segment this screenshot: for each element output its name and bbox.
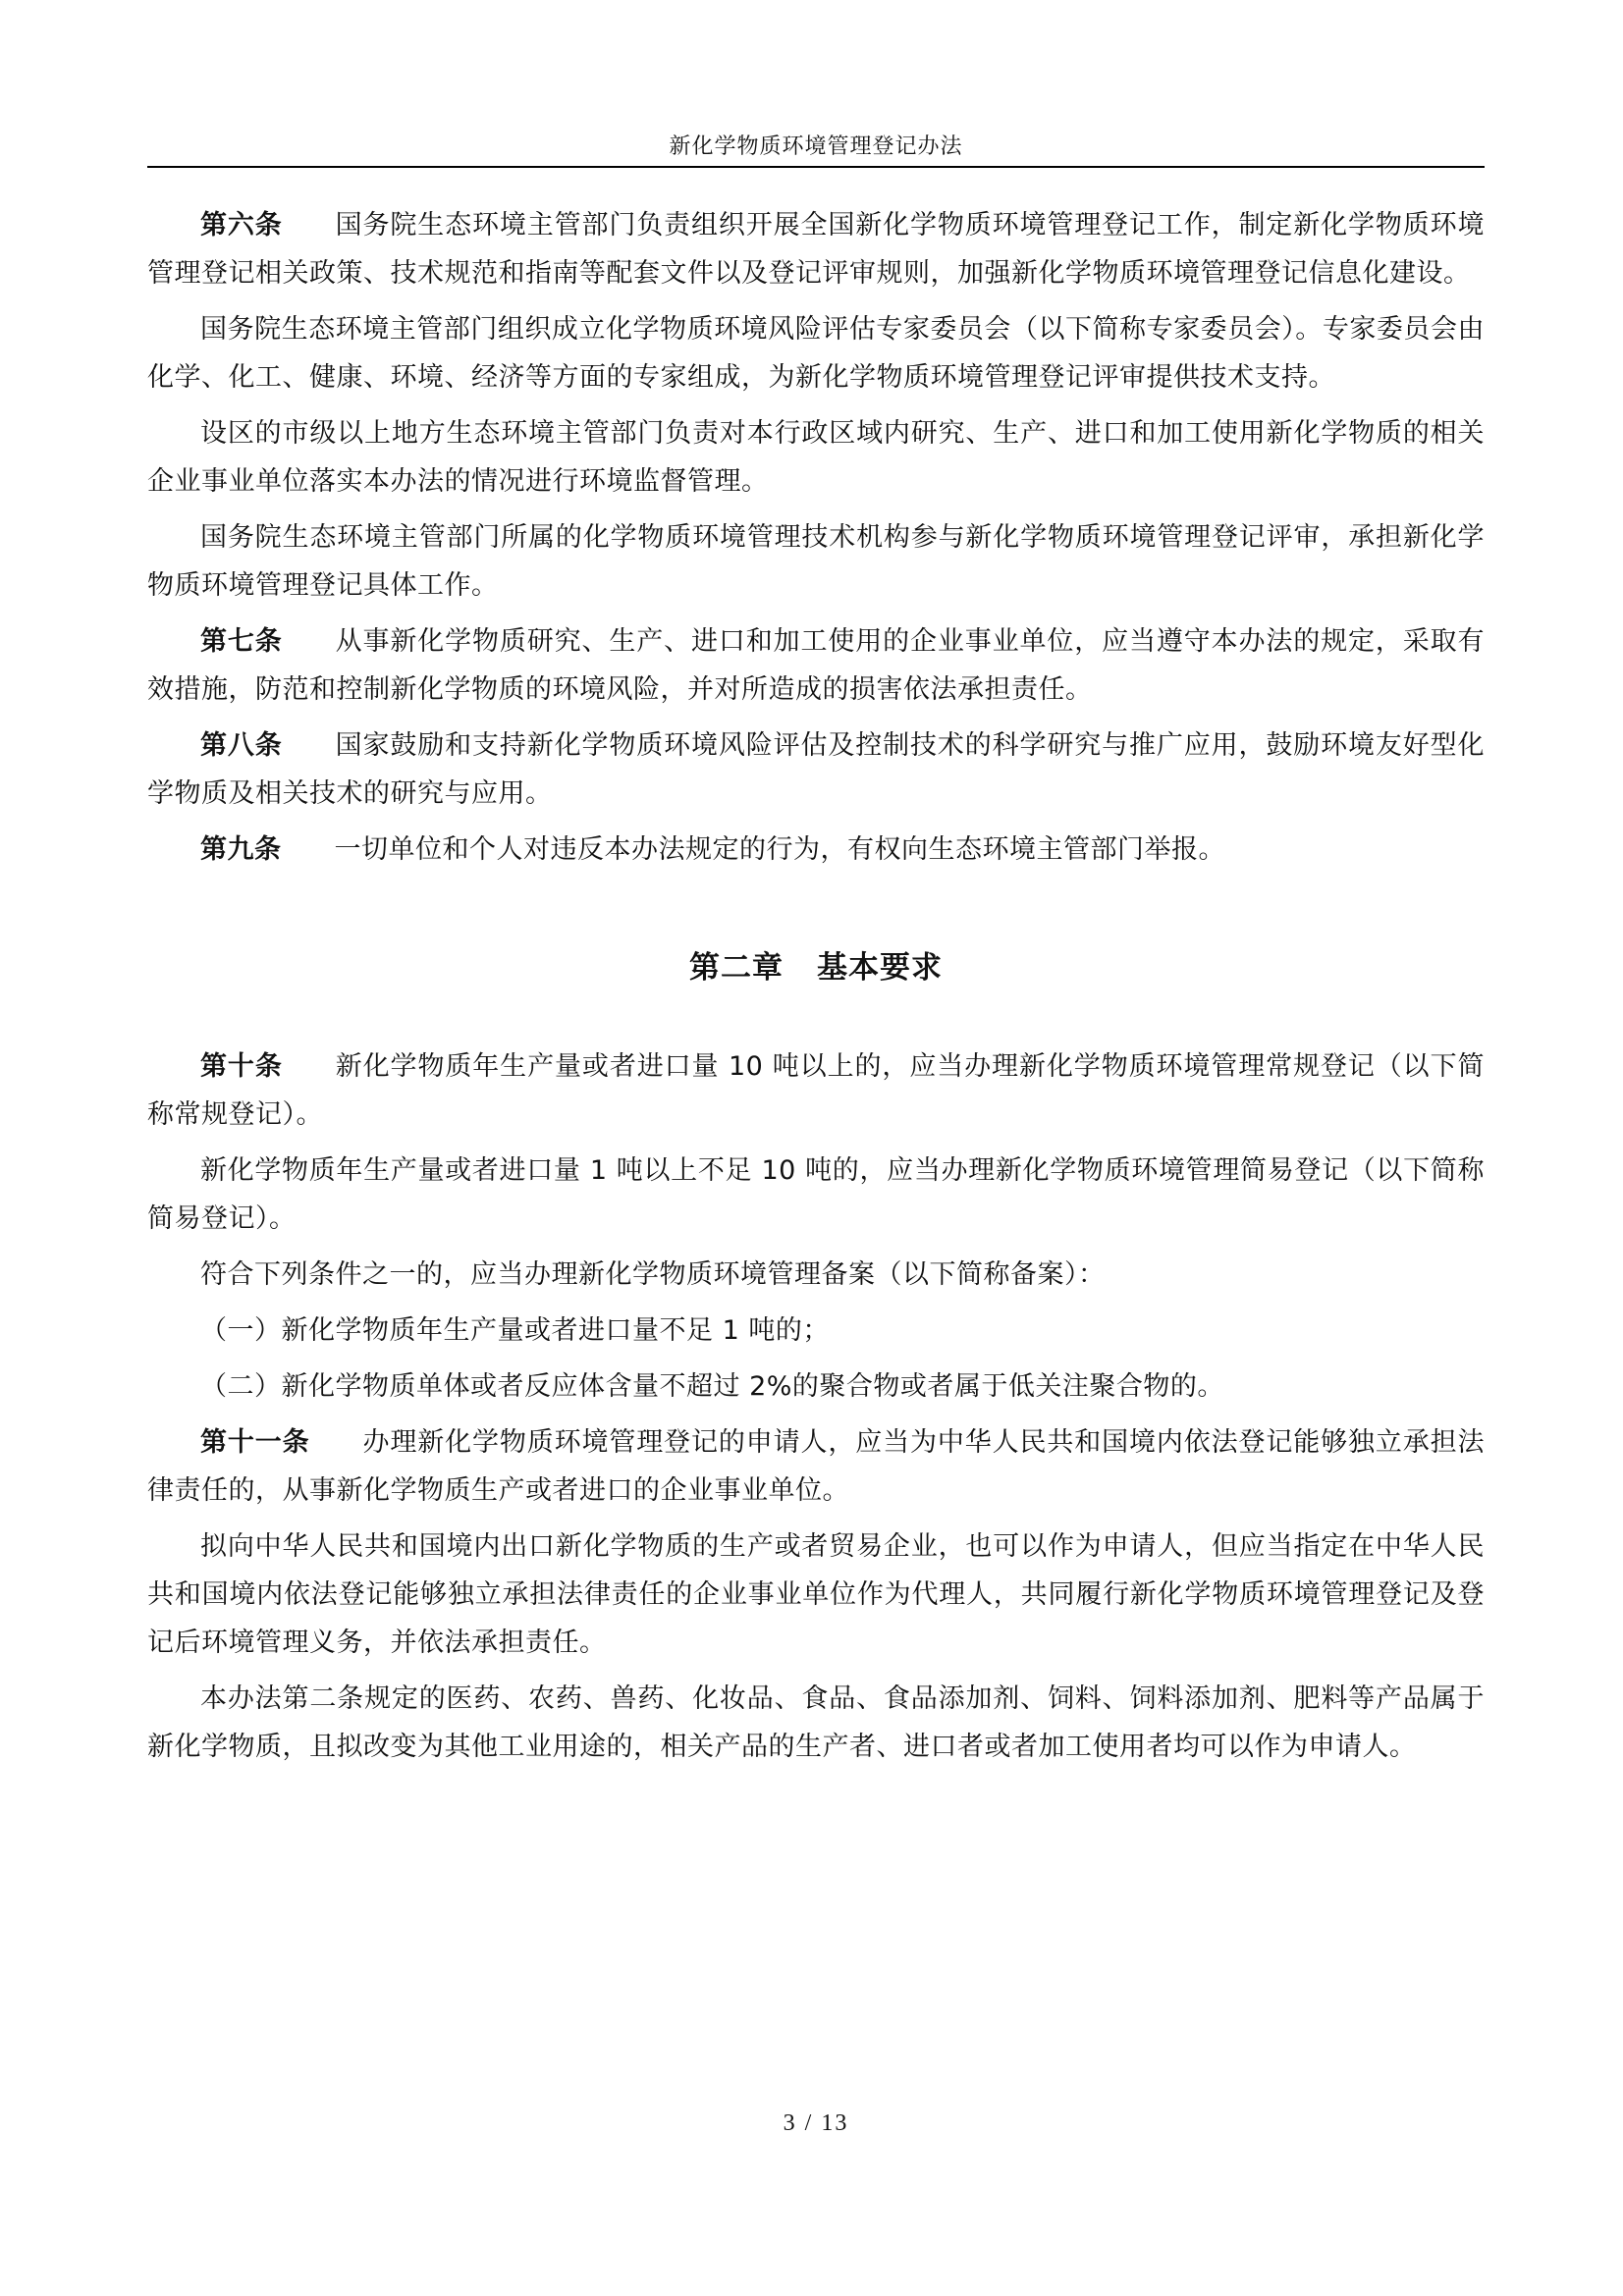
article-9-paragraph-1 (147, 826, 1485, 874)
article-9-label: 第九条 (200, 834, 282, 865)
chapter-number: 第二章 (689, 950, 784, 986)
article-11-text-1: 办理新化学物质环境管理登记的申请人，应当为中华人民共和国境内依法登记能够独立承担法律责任的，从事新化学物质生产或者进口的企业事业单位。 (147, 1427, 1485, 1506)
document-body (147, 201, 1485, 1779)
article-7-label: 第七条 (200, 626, 283, 657)
article-11-paragraph-3: 本办法第二条规定的医药、农药、兽药、化妆品、食品、食品添加剂、饲料、饲料添加剂、肥料等产品属于新化学物质，且拟改变为其他工业用途的，相关产品的生产者、进口者或者加工使用者均可以作为申请人。 (147, 1683, 1485, 1762)
article-10-paragraph-2: 新化学物质年生产量或者进口量 1 吨以上不足 10 吨的，应当办理新化学物质环境管理简易登记（以下简称简易登记）。 (147, 1155, 1485, 1234)
chapter-heading (147, 946, 1485, 989)
running-header: 新化学物质环境管理登记办法 (669, 134, 963, 159)
article-8-label: 第八条 (200, 730, 283, 761)
article-11-paragraph-2: 拟向中华人民共和国境内出口新化学物质的生产或者贸易企业，也可以作为申请人，但应当指定在中华人民共和国境内依法登记能够独立承担法律责任的企业事业单位作为代理人，共同履行新化学物质环境管理登记及登记后环境管理义务，并依法承担责任。 (147, 1531, 1485, 1658)
article-9-text-1: 一切单位和个人对违反本办法规定的行为，有权向生态环境主管部门举报。 (334, 834, 1225, 865)
article-6-paragraph-4: 国务院生态环境主管部门所属的化学物质环境管理技术机构参与新化学物质环境管理登记评审，承担新化学物质环境管理登记具体工作。 (147, 522, 1485, 601)
article-7-paragraph-1 (147, 617, 1485, 714)
article-6-text-1: 国务院生态环境主管部门负责组织开展全国新化学物质环境管理登记工作，制定新化学物质环境管理登记相关政策、技术规范和指南等配套文件以及登记评审规则，加强新化学物质环境管理登记信息化建设。 (147, 210, 1485, 289)
article-7-text-1: 从事新化学物质研究、生产、进口和加工使用的企业事业单位，应当遵守本办法的规定，采取有效措施，防范和控制新化学物质的环境风险，并对所造成的损害依法承担责任。 (147, 626, 1485, 705)
article-6-label: 第六条 (200, 210, 283, 240)
article-10-list-item-1: （一）新化学物质年生产量或者进口量不足 1 吨的； (200, 1315, 830, 1346)
article-8-text-1: 国家鼓励和支持新化学物质环境风险评估及控制技术的科学研究与推广应用，鼓励环境友好型化学物质及相关技术的研究与应用。 (147, 730, 1485, 809)
article-10-list-item-2: （二）新化学物质单体或者反应体含量不超过 2%的聚合物或者属于低关注聚合物的。 (200, 1371, 1224, 1402)
page-number: 3 / 13 (783, 2110, 849, 2136)
article-10-paragraph-3: 符合下列条件之一的，应当办理新化学物质环境管理备案（以下简称备案）： (200, 1259, 1106, 1290)
article-10-label: 第十条 (200, 1051, 283, 1082)
article-8-paragraph-1 (147, 721, 1485, 818)
article-10-paragraph-1 (147, 1042, 1485, 1139)
header-divider (147, 166, 1485, 168)
article-6-paragraph-1 (147, 201, 1485, 297)
article-11-paragraph-1 (147, 1418, 1485, 1515)
article-6-paragraph-2: 国务院生态环境主管部门组织成立化学物质环境风险评估专家委员会（以下简称专家委员会）。专家委员会由化学、化工、健康、环境、经济等方面的专家组成，为新化学物质环境管理登记评审提供技术支持。 (147, 314, 1485, 393)
article-6-paragraph-3: 设区的市级以上地方生态环境主管部门负责对本行政区域内研究、生产、进口和加工使用新化学物质的相关企业事业单位落实本办法的情况进行环境监督管理。 (147, 418, 1485, 497)
article-10-text-1: 新化学物质年生产量或者进口量 10 吨以上的，应当办理新化学物质环境管理常规登记（以下简称常规登记）。 (147, 1051, 1485, 1130)
chapter-title: 基本要求 (817, 950, 943, 986)
article-11-label: 第十一条 (200, 1427, 310, 1458)
